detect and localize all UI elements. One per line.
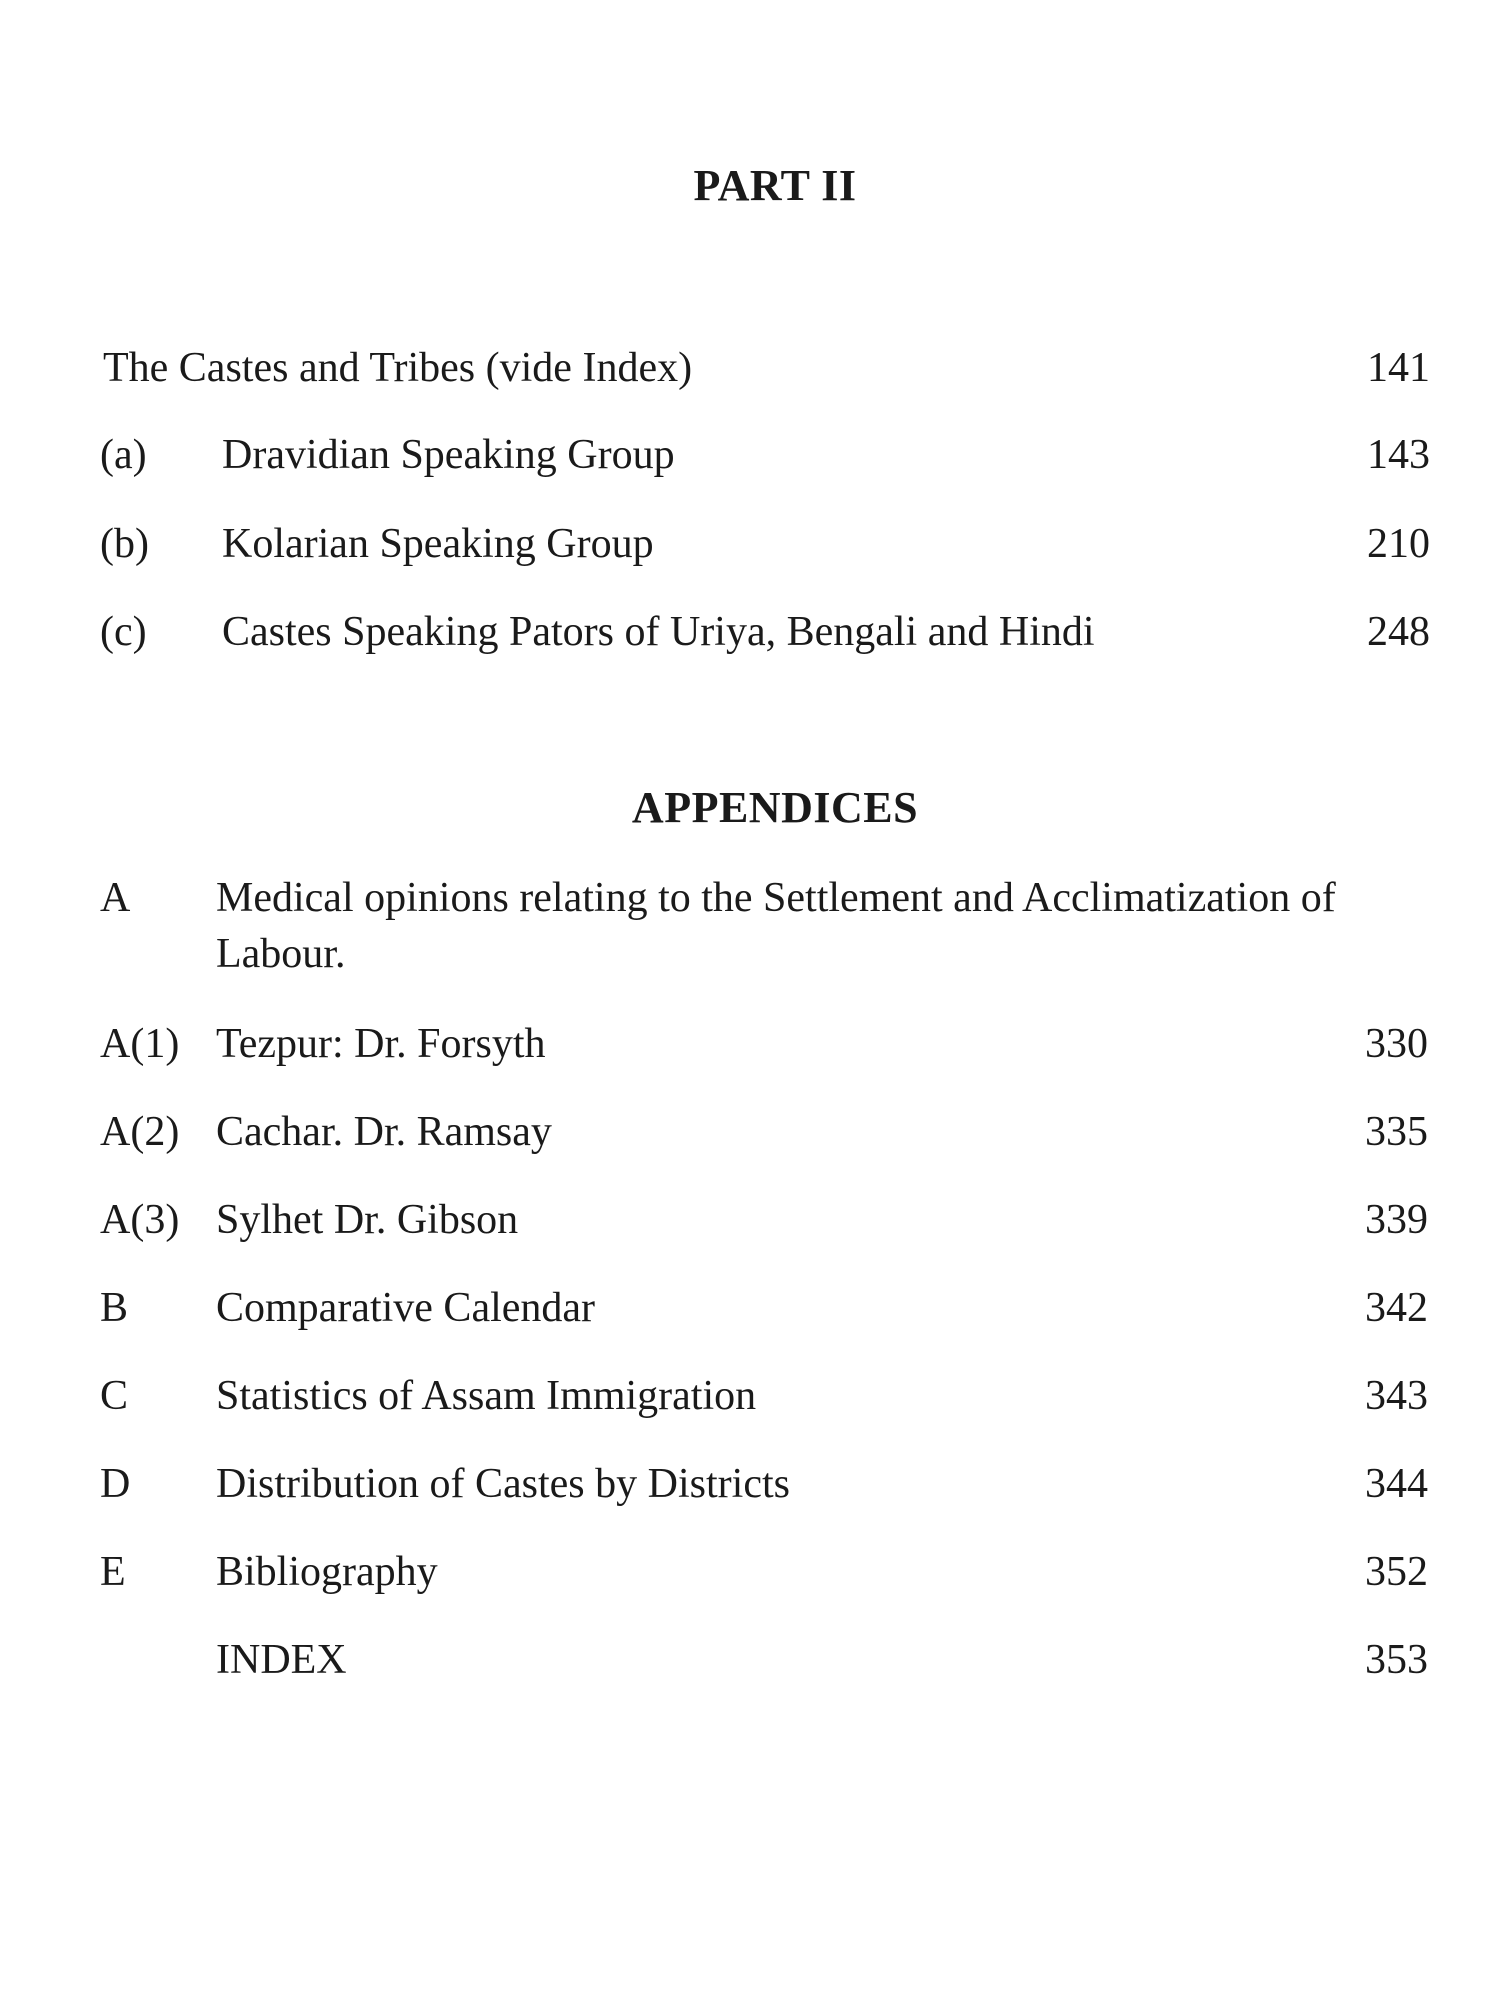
toc-entry-title: Sylhet Dr. Gibson <box>216 1197 519 1243</box>
toc-entry[interactable] <box>0 602 1500 662</box>
toc-entry[interactable] <box>0 1014 1500 1074</box>
toc-entry-number: A(2) <box>100 1109 180 1155</box>
toc-entry-title: Cachar. Dr. Ramsay <box>216 1109 552 1155</box>
toc-entry[interactable] <box>0 514 1500 574</box>
toc-entry-appendix-a[interactable] <box>0 870 1500 990</box>
toc-entry-number: (b) <box>100 521 149 567</box>
part-heading: PART II <box>693 161 857 210</box>
toc-entry[interactable] <box>0 425 1500 485</box>
toc-entry-page: 352 <box>1365 1549 1428 1595</box>
toc-entry[interactable] <box>0 1542 1500 1602</box>
toc-entry-number: A <box>100 875 131 921</box>
toc-entry-page: 141 <box>1367 345 1430 391</box>
toc-entry-title: Statistics of Assam Immigration <box>216 1373 757 1419</box>
toc-entry[interactable] <box>0 1190 1500 1250</box>
toc-entry-page: 248 <box>1367 609 1430 655</box>
toc-entry-title: Tezpur: Dr. Forsyth <box>216 1021 546 1067</box>
toc-entry-title: Castes Speaking Pators of Uriya, Bengali and Hindi <box>222 609 1095 655</box>
toc-entry-page: 342 <box>1365 1285 1428 1331</box>
toc-entry-title: INDEX <box>216 1637 347 1683</box>
toc-entry-number: D <box>100 1461 131 1507</box>
toc-entry[interactable] <box>0 1454 1500 1514</box>
toc-entry[interactable] <box>0 1278 1500 1338</box>
toc-entry-number: A(1) <box>100 1021 180 1067</box>
toc-entry-number: C <box>100 1373 129 1419</box>
toc-entry-page: 339 <box>1365 1197 1428 1243</box>
toc-entry-title: Medical opinions relating to the Settlement and Acclimatization of Labour. <box>216 875 1336 977</box>
toc-entry-title: Dravidian Speaking Group <box>222 432 675 478</box>
toc-entry-title: Bibliography <box>216 1549 438 1595</box>
toc-entry-page: 210 <box>1367 521 1430 567</box>
toc-entry-page: 330 <box>1365 1021 1428 1067</box>
toc-entry-number: (c) <box>100 609 147 655</box>
toc-entry[interactable] <box>0 1102 1500 1162</box>
toc-entry-page: 344 <box>1365 1461 1428 1507</box>
toc-entry-number: A(3) <box>100 1197 180 1243</box>
toc-entry-number: (a) <box>100 432 147 478</box>
appendices-heading: APPENDICES <box>631 783 919 832</box>
toc-entry-title: Distribution of Castes by Districts <box>216 1461 790 1507</box>
toc-entry-title: The Castes and Tribes (vide Index) <box>103 345 693 391</box>
toc-entry-title: Comparative Calendar <box>216 1285 596 1331</box>
toc-entry-page: 335 <box>1365 1109 1428 1155</box>
toc-entry-page: 143 <box>1367 432 1430 478</box>
toc-entry-number: B <box>100 1285 129 1331</box>
toc-entry[interactable] <box>0 1630 1500 1690</box>
toc-entry-page: 343 <box>1365 1373 1428 1419</box>
toc-entry[interactable] <box>0 338 1500 398</box>
toc-entry[interactable] <box>0 1366 1500 1426</box>
toc-entry-title: Kolarian Speaking Group <box>222 521 654 567</box>
toc-entry-page: 353 <box>1365 1637 1428 1683</box>
toc-entry-number: E <box>100 1549 126 1595</box>
